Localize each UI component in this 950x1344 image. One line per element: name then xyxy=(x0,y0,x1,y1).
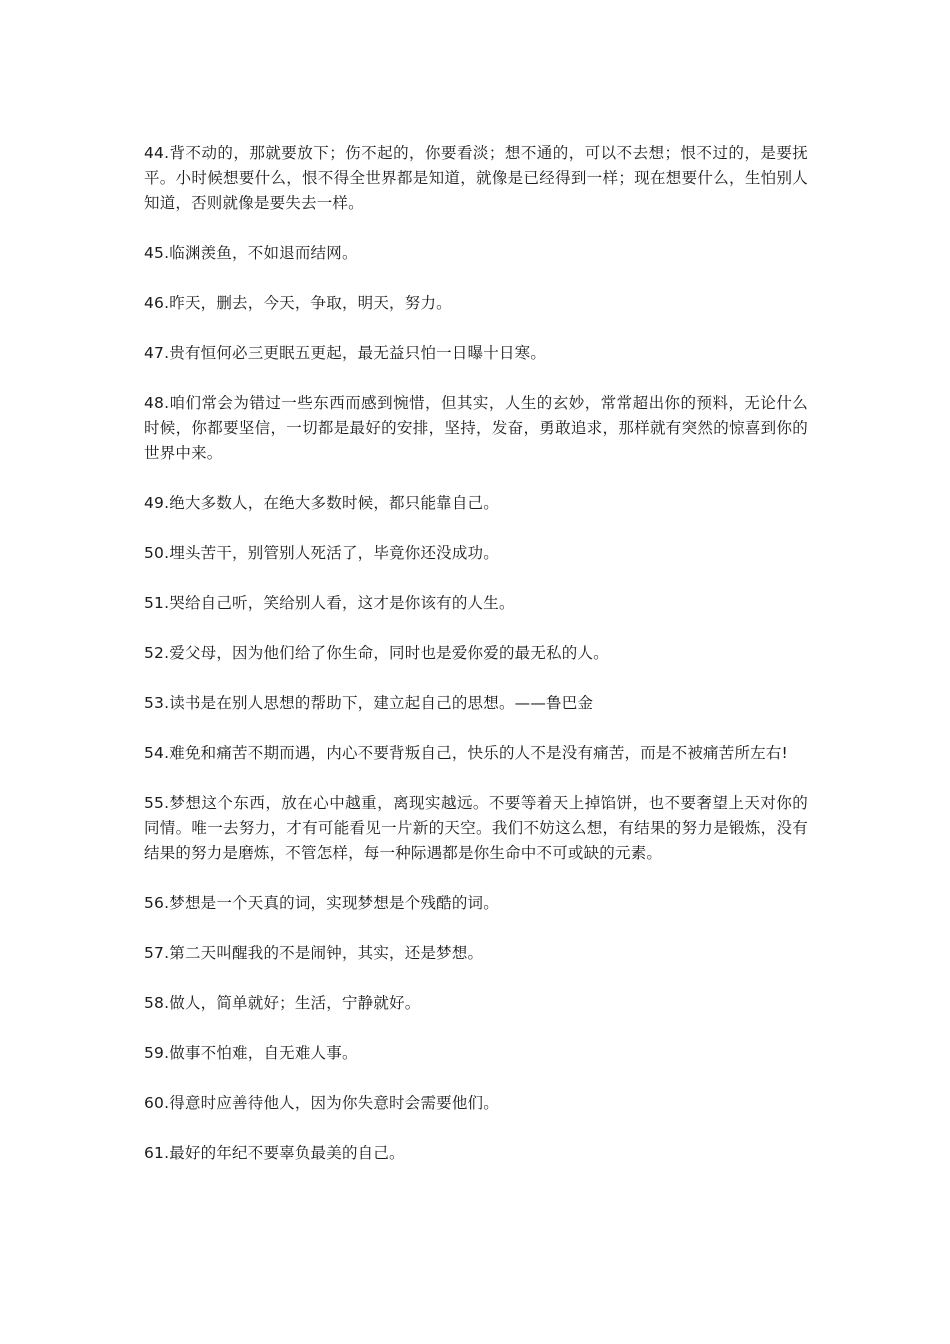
quote-53: 53.读书是在别人思想的帮助下，建立起自己的思想。——鲁巴金 xyxy=(144,694,594,712)
quote-55: 55.梦想这个东西，放在心中越重，离现实越远。不要等着天上掉馅饼，也不要奢望上天对你的同情。唯一去努力，才有可能看见一片新的天空。我们不妨这么想，有结果的努力是锻炼，没有结果的努力是磨炼，不管怎样，每一种际遇都是你生命中不可或缺的元素。 xyxy=(144,794,808,862)
quote-59: 59.做事不怕难，自无难人事。 xyxy=(144,1044,358,1062)
quote-51: 51.哭给自己听，笑给别人看，这才是你该有的人生。 xyxy=(144,594,515,612)
quote-58: 58.做人，简单就好；生活，宁静就好。 xyxy=(144,994,421,1012)
quote-54: 54.难免和痛苦不期而遇，内心不要背叛自己，快乐的人不是没有痛苦，而是不被痛苦所左右! xyxy=(144,744,788,762)
quote-45: 45.临渊羡鱼，不如退而结网。 xyxy=(144,244,358,262)
quote-60: 60.得意时应善待他人，因为你失意时会需要他们。 xyxy=(144,1094,499,1112)
quote-61: 61.最好的年纪不要辜负最美的自己。 xyxy=(144,1144,405,1162)
quote-52: 52.爱父母，因为他们给了你生命，同时也是爱你爱的最无私的人。 xyxy=(144,644,609,662)
quote-47: 47.贵有恒何必三更眠五更起，最无益只怕一日曝十日寒。 xyxy=(144,344,547,362)
quote-50: 50.埋头苦干，别管别人死活了，毕竟你还没成功。 xyxy=(144,544,499,562)
quote-46: 46.昨天，删去，今天，争取，明天，努力。 xyxy=(144,294,452,312)
quote-56: 56.梦想是一个天真的词，实现梦想是个残酷的词。 xyxy=(144,894,499,912)
quote-57: 57.第二天叫醒我的不是闹钟，其实，还是梦想。 xyxy=(144,944,484,962)
document-body xyxy=(144,141,808,1191)
quote-49: 49.绝大多数人，在绝大多数时候，都只能靠自己。 xyxy=(144,494,499,512)
quote-48: 48.咱们常会为错过一些东西而感到惋惜，但其实，人生的玄妙，常常超出你的预料，无论什么时候，你都要坚信，一切都是最好的安排，坚持，发奋，勇敢追求，那样就有突然的惊喜到你的世界中来。 xyxy=(144,394,808,462)
quote-44: 44.背不动的，那就要放下；伤不起的，你要看淡；想不通的，可以不去想；恨不过的，是要抚平。小时候想要什么，恨不得全世界都是知道，就像是已经得到一样；现在想要什么，生怕别人知道，否则就像是要失去一样。 xyxy=(144,144,808,212)
